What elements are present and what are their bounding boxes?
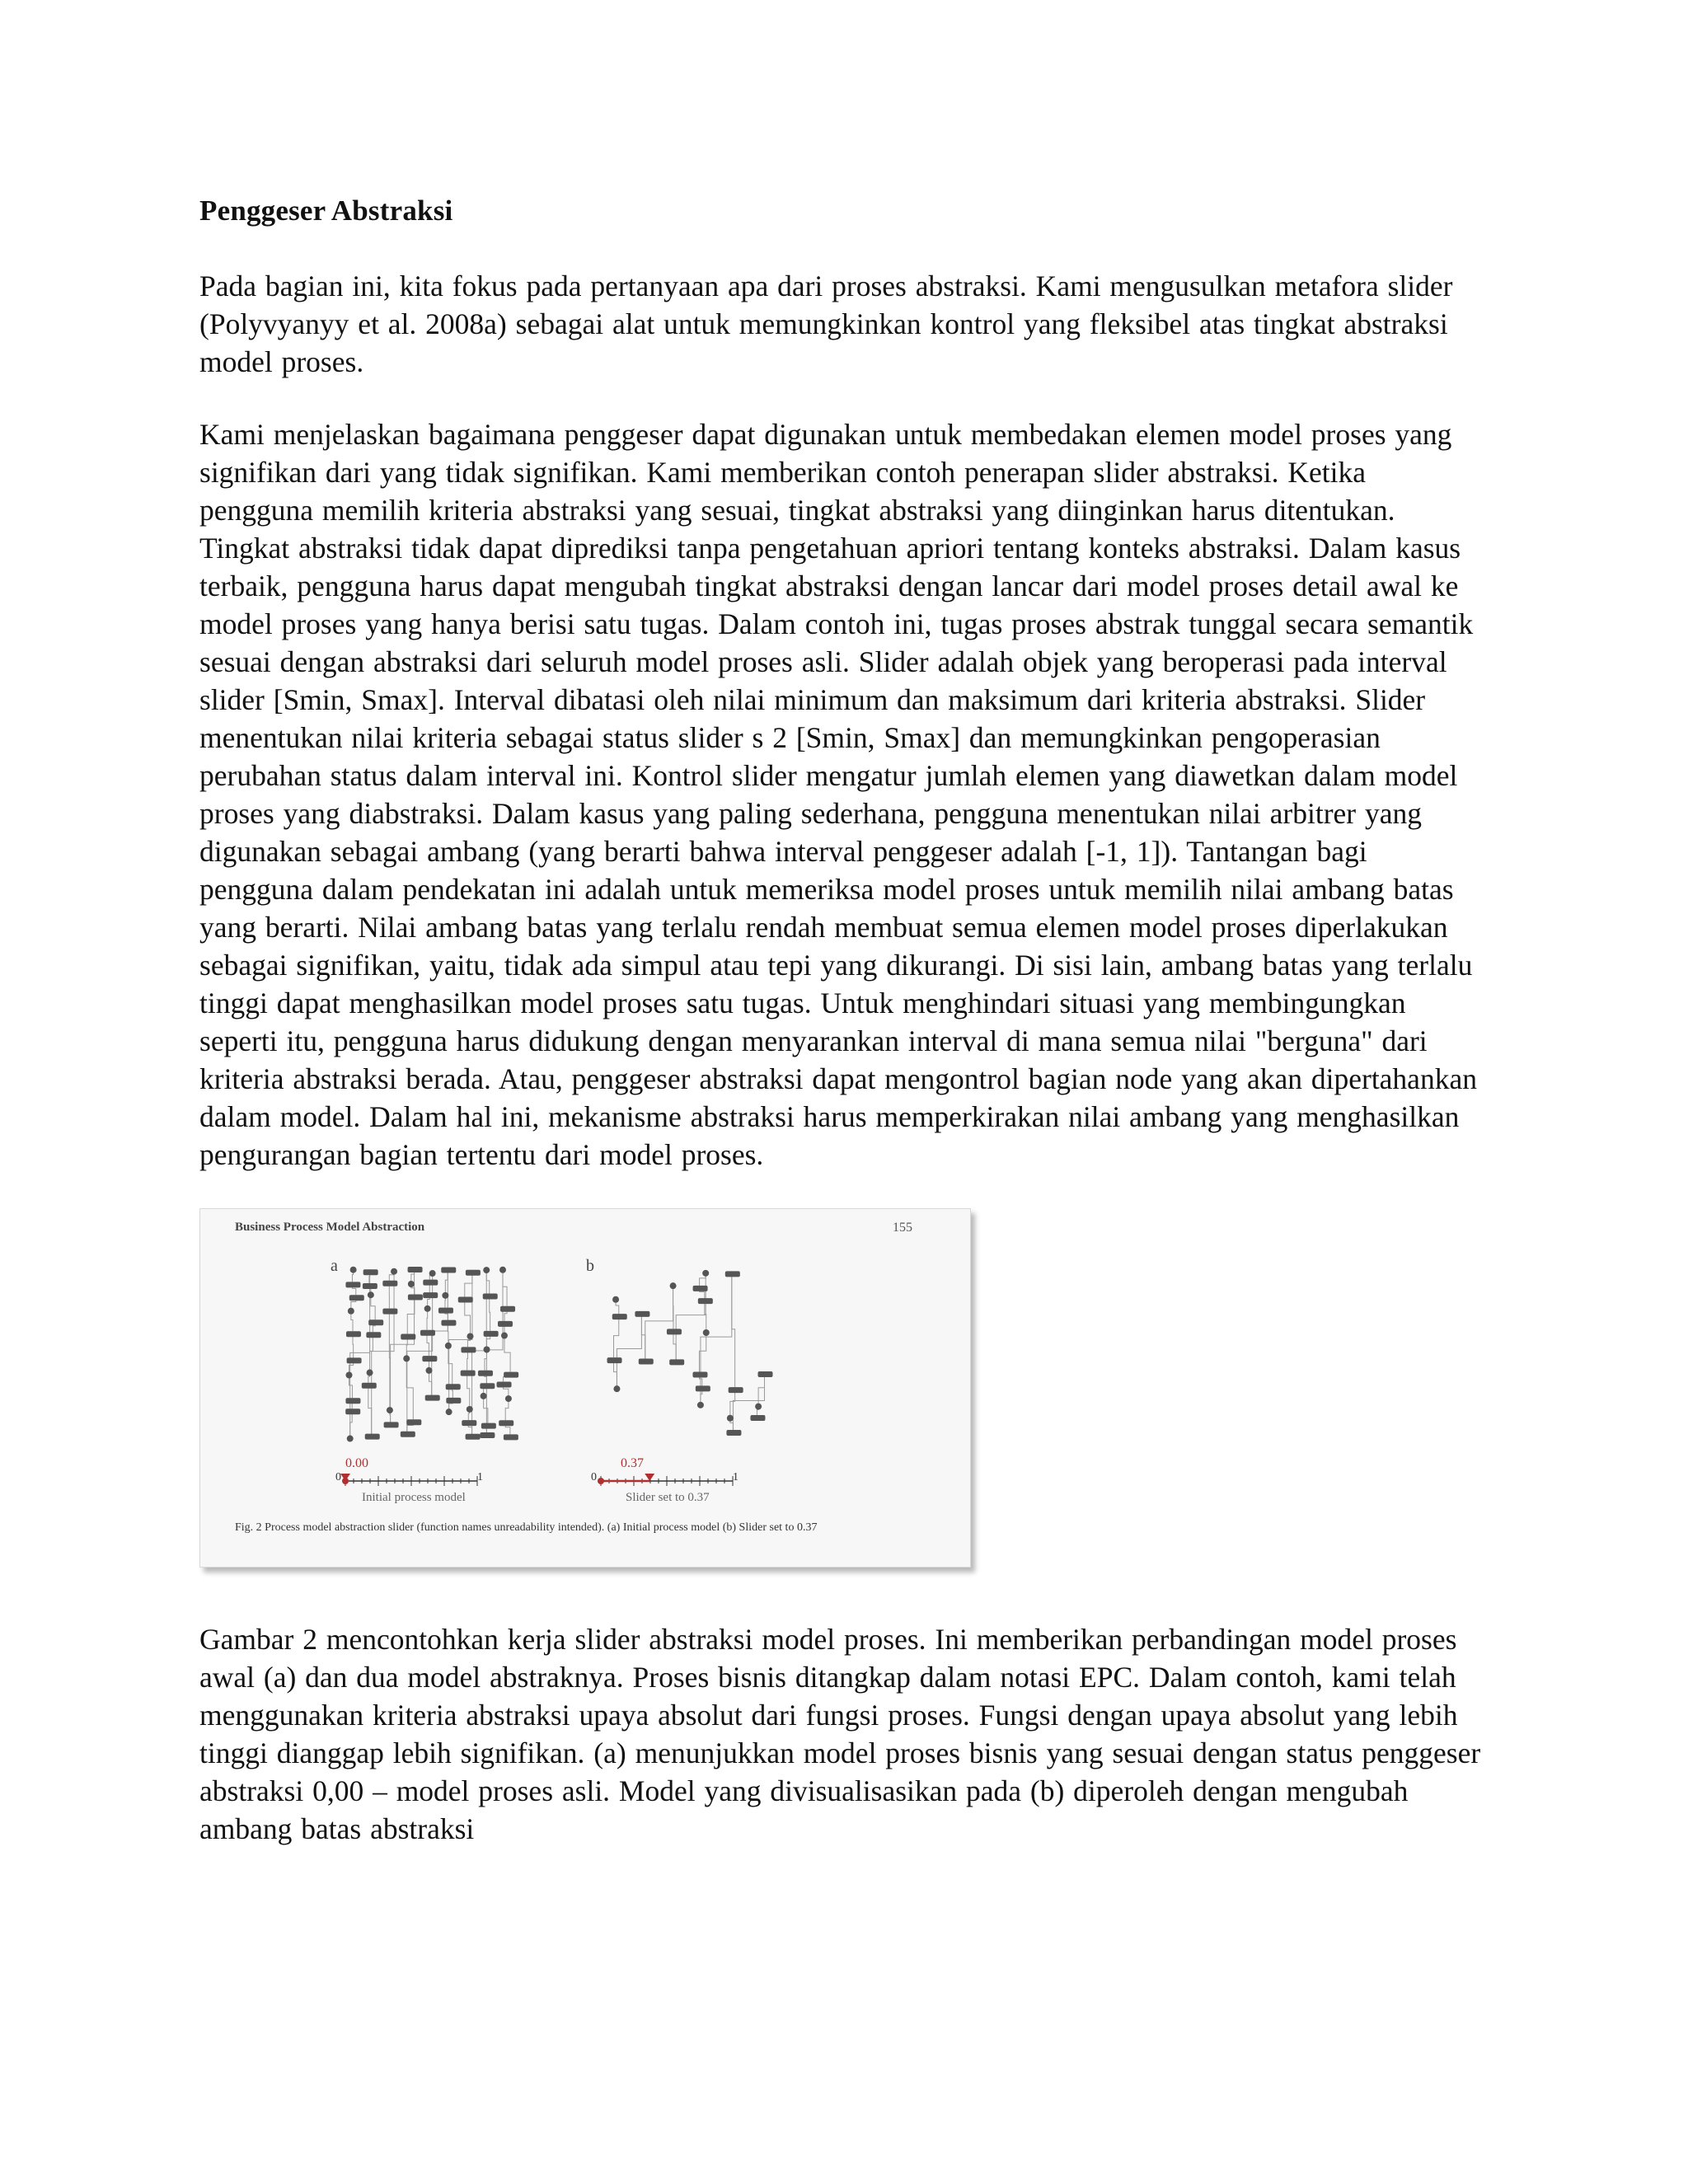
process-connector (442, 1292, 448, 1299)
slider-marker (340, 1474, 350, 1481)
process-connector (612, 1296, 619, 1303)
process-node (401, 1432, 415, 1437)
process-node (466, 1434, 481, 1440)
process-connector (424, 1305, 431, 1312)
process-node (635, 1311, 649, 1317)
section-heading: Penggeser Abstraksi (199, 194, 453, 227)
process-connector (446, 1408, 452, 1415)
process-node (612, 1314, 627, 1319)
slider-b-value: 0.37 (621, 1456, 644, 1470)
paragraph-slider-explanation: Kami menjelaskan bagaimana penggeser dapat digunakan untuk membedakan elemen model proses yang signifikan dari yang tidak signifikan. Kami memberikan contoh penerapan slider abstraksi. Ketika pengguna memilih kriteria abstraksi yang sesuai, tingkat abstraksi yang diinginkan harus ditentukan. Tingkat abstraksi tidak dapat diprediksi tanpa pengetahuan apriori tentang konteks abstraksi. Dalam kasus terbaik, pengguna harus dapat mengubah tingkat abstraksi dengan lancar dari model proses detail awal ke model proses yang hanya berisi satu tugas. Dalam contoh ini, tugas proses abstrak tunggal secara semantik sesuai dengan abstraksi dari seluruh model proses asli. Slider adalah objek yang beroperasi pada interval slider [Smin, Smax]. Interval dibatasi oleh nilai minimum dan maksimum dari kriteria abstraksi. Slider menentukan nilai kriteria sebagai status slider s 2 [Smin, Smax] dan memungkinkan pengoperasian perubahan status dalam interval ini. Kontrol slider mengatur jumlah elemen yang diawetkan dalam model proses yang diabstraksi. Dalam kasus yang paling sederhana, pengguna menentukan nilai arbitrer yang digunakan sebagai ambang (yang berarti bahwa interval penggeser adalah [-1, 1]). Tantangan bagi pengguna dalam pendekatan ini adalah untuk memeriksa model proses untuk memilih nilai ambang batas yang berarti. Nilai ambang batas yang terlalu rendah membuat semua elemen model proses diperlakukan sebagai signifikan, yaitu, tidak ada simpul atau tepi yang dikurangi. Di sisi lain, ambang batas yang terlalu tinggi dapat menghasilkan model proses satu tugas. Untuk menghindari situasi yang membingungkan seperti itu, pengguna harus didukung dengan menyarankan interval di mana semua nilai "berguna" dari kriteria abstraksi berada. Atau, penggeser abstraksi dapat mengontrol bagian node yang akan dipertahankan dalam model. Dalam hal ini, mekanisme abstraksi harus memperkirakan nilai ambang yang menghasilkan pengurangan bagian tertentu dari model proses. (199, 418, 1477, 1171)
process-connector (501, 1333, 508, 1339)
process-node (349, 1295, 364, 1301)
process-model-a-diagram (332, 1258, 530, 1456)
process-edge (614, 1316, 619, 1357)
process-connector (670, 1282, 677, 1289)
process-node (692, 1372, 707, 1378)
slider-marker (645, 1474, 654, 1481)
process-node (462, 1420, 476, 1426)
process-node (693, 1286, 708, 1291)
process-node (368, 1319, 383, 1325)
process-connector (484, 1347, 490, 1353)
process-node (382, 1309, 397, 1315)
process-edge (465, 1300, 471, 1334)
process-edge (465, 1272, 472, 1297)
process-node (669, 1359, 684, 1365)
process-model-b-diagram (596, 1258, 794, 1456)
figure-process-abstraction (199, 1208, 971, 1568)
process-node (438, 1308, 453, 1314)
process-edge (484, 1396, 488, 1423)
process-node (446, 1398, 461, 1404)
process-connector (367, 1370, 373, 1376)
slider-b-max: 1 (733, 1471, 738, 1483)
slider-b-min: 0 (591, 1471, 597, 1483)
process-node (441, 1267, 456, 1272)
process-node (365, 1434, 380, 1440)
process-node (750, 1415, 765, 1421)
process-edge (758, 1374, 764, 1404)
process-connector (348, 1308, 354, 1315)
process-connector (505, 1395, 512, 1402)
process-node (423, 1280, 438, 1286)
process-node (481, 1423, 496, 1429)
process-edge (617, 1311, 641, 1389)
process-node (484, 1331, 499, 1337)
process-connector (445, 1343, 452, 1349)
process-node (408, 1294, 423, 1300)
process-node (504, 1434, 518, 1440)
slider-start-knob (598, 1478, 604, 1484)
process-edge (645, 1283, 673, 1361)
process-connector (350, 1267, 357, 1273)
slider-b-track[interactable] (601, 1471, 733, 1491)
slider-a-min: 0 (335, 1471, 341, 1483)
process-node (729, 1387, 743, 1393)
process-node (497, 1381, 512, 1387)
process-node (696, 1385, 710, 1391)
process-connector (368, 1291, 374, 1298)
process-edge (676, 1271, 706, 1362)
process-connector (702, 1270, 709, 1277)
process-node (345, 1408, 360, 1414)
process-node (363, 1283, 377, 1289)
process-edge (486, 1270, 490, 1293)
panel-a-label: a (331, 1257, 338, 1275)
process-node (607, 1357, 622, 1363)
process-node (498, 1321, 513, 1327)
figure-header: Business Process Model Abstraction (235, 1221, 425, 1234)
process-node (461, 1347, 476, 1352)
process-node (384, 1422, 399, 1427)
slider-a-max: 1 (477, 1471, 483, 1483)
process-node (366, 1332, 381, 1338)
process-connector (697, 1402, 704, 1408)
process-edge (730, 1390, 735, 1416)
process-node (667, 1329, 682, 1334)
process-node (478, 1371, 493, 1376)
process-connector (347, 1436, 354, 1442)
process-connector (408, 1281, 415, 1287)
process-edge (504, 1336, 510, 1372)
process-node (480, 1383, 495, 1389)
process-node (346, 1331, 361, 1337)
process-connector (481, 1393, 487, 1399)
process-node (758, 1371, 773, 1377)
process-node (363, 1269, 378, 1275)
process-node (345, 1282, 360, 1287)
process-edge (371, 1295, 375, 1319)
process-node (406, 1419, 421, 1425)
process-node (423, 1292, 438, 1298)
process-node (362, 1383, 377, 1389)
process-connector (403, 1355, 410, 1361)
process-node (726, 1430, 741, 1436)
process-edge (503, 1270, 507, 1306)
process-edge (349, 1375, 353, 1398)
figure-caption: Fig. 2 Process model abstraction slider (function names unreadability intended). (a) Initial process model (b) Slider set to 0.37 (235, 1521, 818, 1534)
process-edge (407, 1296, 415, 1333)
process-node (446, 1384, 461, 1390)
process-connector (425, 1367, 432, 1374)
process-connector (499, 1267, 506, 1273)
process-connector (613, 1385, 620, 1392)
process-node (408, 1267, 423, 1272)
process-edge (353, 1333, 354, 1357)
process-node (347, 1357, 362, 1363)
process-connector (467, 1333, 474, 1339)
process-node (425, 1395, 440, 1401)
process-node (483, 1294, 498, 1300)
process-edge (733, 1371, 764, 1432)
process-edge (427, 1333, 429, 1356)
document-body (199, 194, 1485, 1882)
process-edge (641, 1314, 645, 1359)
process-edge (732, 1273, 735, 1387)
process-edge (467, 1373, 470, 1407)
process-node (499, 1420, 513, 1426)
process-node (639, 1358, 654, 1364)
process-node (480, 1432, 495, 1438)
process-node (422, 1356, 437, 1361)
process-connector (467, 1406, 473, 1413)
process-node (504, 1372, 518, 1378)
process-connector (429, 1270, 436, 1277)
process-node (461, 1371, 476, 1376)
process-connector (483, 1267, 490, 1273)
process-node (401, 1334, 415, 1340)
process-connector (346, 1371, 353, 1378)
slider-a-value: 0.00 (345, 1456, 368, 1470)
process-node (382, 1281, 397, 1286)
process-edge (406, 1358, 413, 1419)
process-node (466, 1270, 481, 1276)
paragraph-intro: Pada bagian ini, kita fokus pada pertanyaan apa dari proses abstraksi. Kami mengusulkan metafora slider (Polyvyanyy et al. 2008a) sebagai alat untuk memungkinkan kontrol yang fleksibel atas tingkat abstraksi model proses. (199, 269, 1453, 378)
process-connector (703, 1329, 710, 1336)
process-edge (368, 1385, 372, 1434)
process-connector (391, 1268, 397, 1275)
process-node (500, 1306, 515, 1312)
slider-a-caption: Initial process model (362, 1491, 466, 1504)
process-edge (389, 1311, 390, 1408)
process-connector (727, 1415, 734, 1422)
process-connector (755, 1404, 762, 1410)
process-node (725, 1271, 740, 1277)
slider-b-caption: Slider set to 0.37 (626, 1491, 710, 1504)
slider-a-track[interactable] (345, 1471, 477, 1491)
figure-page-number: 155 (893, 1221, 912, 1235)
process-node (420, 1330, 435, 1336)
process-node (698, 1298, 713, 1304)
panel-b-label: b (586, 1257, 594, 1275)
process-node (345, 1398, 360, 1404)
process-edge (614, 1360, 617, 1386)
process-node (458, 1297, 473, 1303)
process-connector (387, 1407, 393, 1413)
process-node (441, 1320, 456, 1326)
paragraph-figure-description: Gambar 2 mencontohkan kerja slider abstraksi model proses. Ini memberikan perbandingan model proses awal (a) dan dua model abstraknya. Proses bisnis ditangkap dalam notasi EPC. Dalam contoh, kami telah menggunakan kriteria abstraksi upaya absolut dari fungsi proses. Fungsi dengan upaya absolut yang lebih tinggi dianggap lebih signifikan. (a) menunjukkan model proses bisnis yang sesuai dengan status penggeser abstraksi 0,00 – model proses asli. Model yang divisualisasikan pada (b) diperoleh dengan mengubah ambang batas abstraksi (199, 1623, 1481, 1845)
